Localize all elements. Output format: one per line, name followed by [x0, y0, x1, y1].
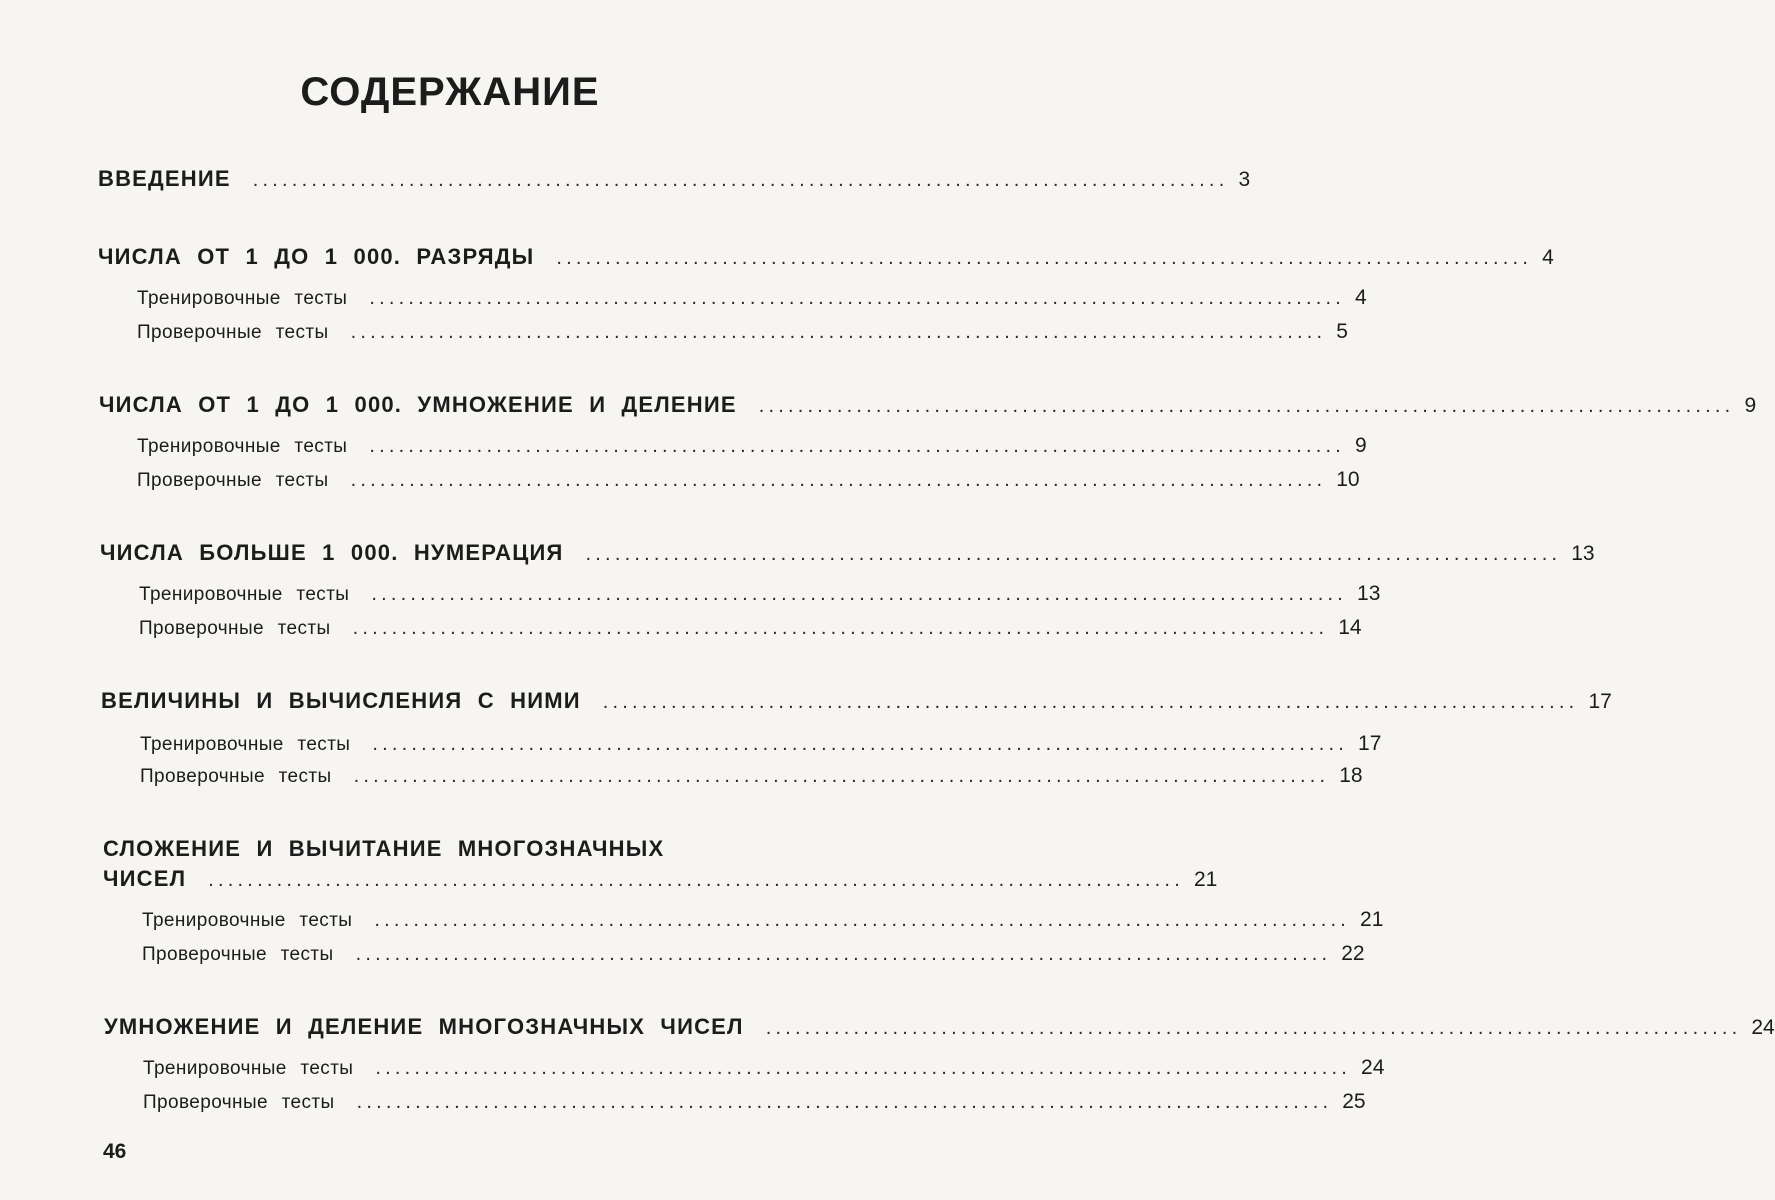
- toc-subentry-check[interactable]: [137, 320, 1348, 344]
- page-title: СОДЕРЖАНИЕ: [300, 70, 600, 114]
- toc-entry-section-3[interactable]: [100, 540, 1595, 566]
- dot-leader: ....................................................................................................: [252, 169, 1229, 191]
- toc-subentry-label: Проверочные тесты: [137, 322, 329, 343]
- toc-entry-section-2[interactable]: [99, 392, 1757, 418]
- toc-section-label: ЧИСЕЛ: [103, 866, 187, 891]
- toc-page-number: 9: [1744, 394, 1757, 417]
- toc-subentry-training[interactable]: [139, 582, 1381, 606]
- dot-leader: ....................................................................................................: [585, 543, 1562, 565]
- toc-page-number: 10: [1336, 468, 1360, 491]
- dot-leader: ....................................................................................................: [352, 617, 1329, 639]
- toc-page-number: 9: [1355, 434, 1367, 457]
- dot-leader: ....................................................................................................: [369, 287, 1346, 309]
- toc-page-number: 21: [1193, 868, 1218, 891]
- toc-entry-section-4[interactable]: [101, 688, 1612, 714]
- toc-page-number: 4: [1542, 246, 1554, 269]
- toc-section-label: ЧИСЛА БОЛЬШЕ 1 000. НУМЕРАЦИЯ: [100, 540, 564, 565]
- dot-leader: ....................................................................................................: [350, 321, 1327, 343]
- dot-leader: ....................................................................................................: [355, 943, 1332, 965]
- toc-subentry-label: Тренировочные тесты: [140, 734, 351, 755]
- toc-page-number: 24: [1751, 1016, 1775, 1039]
- toc-page-number: 17: [1588, 690, 1612, 713]
- toc-subentry-training[interactable]: [143, 1056, 1385, 1080]
- toc-page-number: 24: [1361, 1056, 1385, 1079]
- toc-section-label: ЧИСЛА ОТ 1 ДО 1 000. УМНОЖЕНИЕ И ДЕЛЕНИЕ: [99, 392, 737, 417]
- toc-section-label: ВВЕДЕНИЕ: [98, 166, 231, 191]
- toc-subentry-check[interactable]: [137, 468, 1360, 492]
- toc-page-number: 4: [1355, 286, 1367, 309]
- dot-leader: ....................................................................................................: [369, 435, 1346, 457]
- dot-leader: ....................................................................................................: [371, 583, 1348, 605]
- dot-leader: ....................................................................................................: [372, 733, 1349, 755]
- toc-subentry-label: Проверочные тесты: [142, 944, 334, 965]
- toc-subentry-check[interactable]: [140, 764, 1363, 788]
- dot-leader: ....................................................................................................: [556, 247, 1533, 269]
- toc-page-number: 14: [1338, 616, 1362, 639]
- toc-subentry-label: Проверочные тесты: [139, 618, 331, 639]
- toc-entry-section-6[interactable]: [104, 1014, 1775, 1040]
- dot-leader: ....................................................................................................: [374, 909, 1351, 931]
- toc-subentry-training[interactable]: [137, 434, 1367, 458]
- toc-entry-section-5[interactable]: [103, 866, 1218, 892]
- dot-leader: ....................................................................................................: [602, 691, 1579, 713]
- toc-page-number: 21: [1360, 908, 1384, 931]
- toc-page-number: 13: [1571, 542, 1595, 565]
- toc-subentry-check[interactable]: [139, 616, 1362, 640]
- toc-section-label: УМНОЖЕНИЕ И ДЕЛЕНИЕ МНОГОЗНАЧНЫХ ЧИСЕЛ: [104, 1014, 744, 1039]
- toc-subentry-label: Проверочные тесты: [137, 470, 329, 491]
- toc-subentry-check[interactable]: [143, 1090, 1366, 1114]
- toc-section-label: ВЕЛИЧИНЫ И ВЫЧИСЛЕНИЯ С НИМИ: [101, 688, 581, 713]
- toc-subentry-training[interactable]: [142, 908, 1384, 932]
- toc-subentry-check[interactable]: [142, 942, 1365, 966]
- toc-page-number: 25: [1342, 1090, 1366, 1113]
- toc-subentry-label: Тренировочные тесты: [142, 910, 353, 931]
- dot-leader: ....................................................................................................: [375, 1057, 1352, 1079]
- toc-subentry-label: Тренировочные тесты: [137, 288, 348, 309]
- toc-section-label-line1: СЛОЖЕНИЕ И ВЫЧИТАНИЕ МНОГОЗНАЧНЫХ: [103, 836, 665, 861]
- toc-page-number: 3: [1238, 168, 1251, 191]
- toc-subentry-label: Проверочные тесты: [140, 766, 332, 787]
- toc-subentry-label: Проверочные тесты: [143, 1092, 335, 1113]
- dot-leader: ....................................................................................................: [350, 469, 1327, 491]
- dot-leader: ....................................................................................................: [353, 765, 1330, 787]
- toc-entry-intro[interactable]: [98, 166, 1251, 192]
- toc-page-number: 18: [1339, 764, 1363, 787]
- toc-subentry-label: Тренировочные тесты: [143, 1058, 354, 1079]
- toc-page-number: 5: [1336, 320, 1348, 343]
- dot-leader: ....................................................................................................: [765, 1017, 1742, 1039]
- toc-subentry-label: Тренировочные тесты: [139, 584, 350, 605]
- toc-page-number: 17: [1358, 732, 1382, 755]
- dot-leader: ....................................................................................................: [208, 869, 1184, 891]
- toc-subentry-training[interactable]: [140, 732, 1382, 756]
- toc-page-number: 22: [1341, 942, 1365, 965]
- toc-entry-section-1[interactable]: [98, 244, 1554, 270]
- toc-section-label: ЧИСЛА ОТ 1 ДО 1 000. РАЗРЯДЫ: [98, 244, 535, 269]
- toc-subentry-training[interactable]: [137, 286, 1367, 310]
- page-number: 46: [103, 1140, 127, 1163]
- dot-leader: ....................................................................................................: [758, 395, 1735, 417]
- toc-subentry-label: Тренировочные тесты: [137, 436, 348, 457]
- toc-page-number: 13: [1357, 582, 1381, 605]
- dot-leader: ....................................................................................................: [356, 1091, 1333, 1113]
